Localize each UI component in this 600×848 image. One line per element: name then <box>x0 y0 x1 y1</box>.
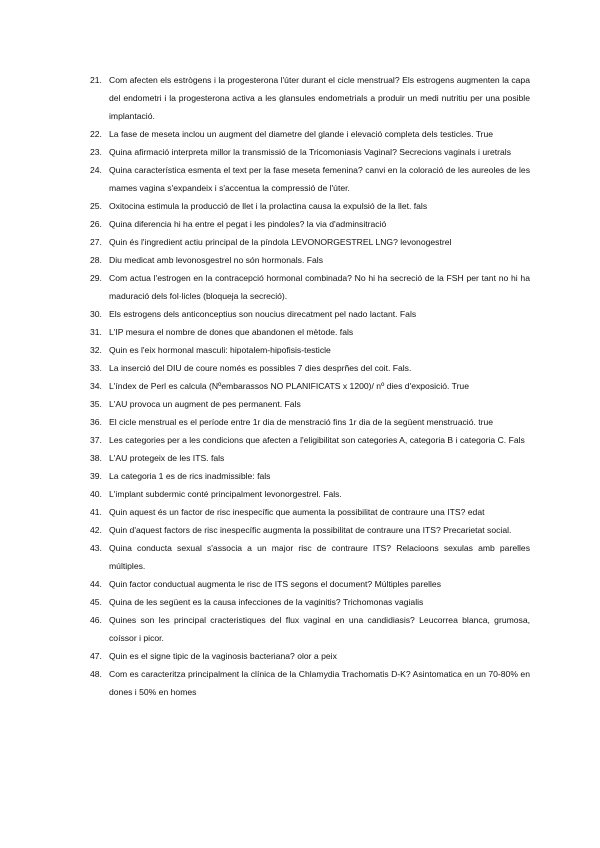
question-number: 26. <box>90 219 102 229</box>
question-text: La categoria 1 es de rics inadmissible: fals <box>109 471 271 481</box>
question-text: Quin aquest és un factor de risc inespecífic que aumenta la possibilitat de contraure una ITS? edat <box>109 507 485 517</box>
question-number: 24. <box>90 165 102 175</box>
question-text: Quina conducta sexual s'associa a un major risc de contraure ITS? Relacioons sexulas amb parelles múltiples. <box>109 543 530 571</box>
question-number: 46. <box>90 615 102 625</box>
question-number: 45. <box>90 597 102 607</box>
question-item <box>90 161 530 197</box>
question-list <box>90 71 530 701</box>
question-text: L'IP mesura el nombre de dones que abandonen el mètode. fals <box>109 327 354 337</box>
question-number: 43. <box>90 543 102 553</box>
question-number: 48. <box>90 669 102 679</box>
question-number: 31. <box>90 327 102 337</box>
question-number: 22. <box>90 129 102 139</box>
question-number: 28. <box>90 255 102 265</box>
question-number: 30. <box>90 309 102 319</box>
question-item <box>90 323 530 341</box>
question-item <box>90 413 530 431</box>
question-text: La fase de meseta inclou un augment del diametre del glande i elevació completa dels testicles. True <box>109 129 494 139</box>
question-text: Els estrogens dels anticonceptius son noucius direcatment pel nado lactant. Fals <box>109 309 417 319</box>
question-text: Com es caracteritza principalment la clínica de la Chlamydia Trachomatis D-K? Asintomatica en un 70-80% en dones i 50% en homes <box>109 669 530 697</box>
question-item <box>90 611 530 647</box>
question-text: Quina de les següent es la causa infecciones de la vaginitis? Trichomonas vagialis <box>109 597 424 607</box>
question-number: 42. <box>90 525 102 535</box>
question-item <box>90 485 530 503</box>
question-text: La inserció del DIU de coure només es possibles 7 dies desprñes del coit. Fals. <box>109 363 412 373</box>
question-number: 35. <box>90 399 102 409</box>
question-text: Diu medicat amb levonosgestrel no són hormonals. Fals <box>109 255 323 265</box>
question-text: Quina característica esmenta el text per la fase meseta femenina? canvi en la coloració de les aureoles de les mames vagina s'expandeix i s'accentua la compressió de l'úter. <box>109 165 530 193</box>
question-text: Quin d'aquest factors de risc inespecífic augmenta la possibilitat de contraure una ITS? Precarietat social. <box>109 525 512 535</box>
question-number: 29. <box>90 273 102 283</box>
question-item <box>90 539 530 575</box>
question-text: L'AU provoca un augment de pes permanent. Fals <box>109 399 301 409</box>
question-item <box>90 233 530 251</box>
question-number: 41. <box>90 507 102 517</box>
question-item <box>90 197 530 215</box>
question-item <box>90 269 530 305</box>
question-item <box>90 503 530 521</box>
question-number: 47. <box>90 651 102 661</box>
question-item <box>90 647 530 665</box>
question-item <box>90 665 530 701</box>
question-text: L'implant subdermic conté principalment levonorgestrel. Fals. <box>109 489 342 499</box>
question-number: 23. <box>90 147 102 157</box>
question-number: 36. <box>90 417 102 427</box>
question-text: Quina afirmació interpreta millor la transmissió de la Tricomoniasis Vaginal? Secrecions vaginals i uretrals <box>109 147 512 157</box>
question-item <box>90 449 530 467</box>
question-text: Oxitocina estimula la producció de llet i la prolactina causa la expulsió de la llet. fals <box>109 201 428 211</box>
question-item <box>90 575 530 593</box>
question-item <box>90 395 530 413</box>
question-item <box>90 593 530 611</box>
question-number: 25. <box>90 201 102 211</box>
question-text: Les categories per a les condicions que afecten a l'eligibilitat son categories A, categoria B i categoria C. Fals <box>109 435 525 445</box>
question-text: Quina diferencia hi ha entre el pegat i les pindoles? la via d'adminsitració <box>109 219 387 229</box>
question-number: 32. <box>90 345 102 355</box>
question-number: 44. <box>90 579 102 589</box>
question-item <box>90 71 530 125</box>
question-number: 40. <box>90 489 102 499</box>
question-number: 21. <box>90 75 102 85</box>
question-item <box>90 143 530 161</box>
question-number: 39. <box>90 471 102 481</box>
question-item <box>90 521 530 539</box>
question-number: 34. <box>90 381 102 391</box>
question-item <box>90 467 530 485</box>
question-text: L'índex de Perl es calcula (Nºembarassos NO PLANIFICATS x 1200)/ nº dies d'exposició. True <box>109 381 469 391</box>
question-item <box>90 125 530 143</box>
question-number: 33. <box>90 363 102 373</box>
question-item <box>90 251 530 269</box>
question-text: El cicle menstrual es el període entre 1r dia de menstració fins 1r dia de la següent menstruació. true <box>109 417 494 427</box>
question-item <box>90 359 530 377</box>
question-item <box>90 305 530 323</box>
question-text: Quin és l'ingredient actiu principal de la píndola LEVONORGESTREL LNG? levonogestrel <box>109 237 452 247</box>
question-item <box>90 377 530 395</box>
question-text: Com afecten els estrògens i la progesterona l'úter durant el cicle menstrual? Els estrogens augmenten la capa del endometri i la progesterona activa a les glansules endometrials a produir un medi nutritiu per una posible implantació. <box>109 75 530 121</box>
question-text: L'AU protegeix de les ITS. fals <box>109 453 225 463</box>
question-text: Quines son les principal cracteristiques del flux vaginal en una candidiasis? Leucorrea blanca, grumosa, coíssor i picor. <box>109 615 530 643</box>
question-number: 37. <box>90 435 102 445</box>
question-text: Quin factor conductual augmenta le risc de ITS segons el document? Múltiples parelles <box>109 579 441 589</box>
question-item <box>90 215 530 233</box>
question-text: Quin es el signe tipic de la vaginosis bacteriana? olor a peix <box>109 651 337 661</box>
question-number: 38. <box>90 453 102 463</box>
question-text: Com actua l'estrogen en la contracepció hormonal combinada? No hi ha secreció de la FSH per tant no hi ha maduració dels fol·licles (bloqueja la secreció). <box>109 273 530 301</box>
question-text: Quin es l'eix hormonal masculi: hipotalem-hipofisis-testicle <box>109 345 331 355</box>
question-item <box>90 431 530 449</box>
question-item <box>90 341 530 359</box>
question-number: 27. <box>90 237 102 247</box>
